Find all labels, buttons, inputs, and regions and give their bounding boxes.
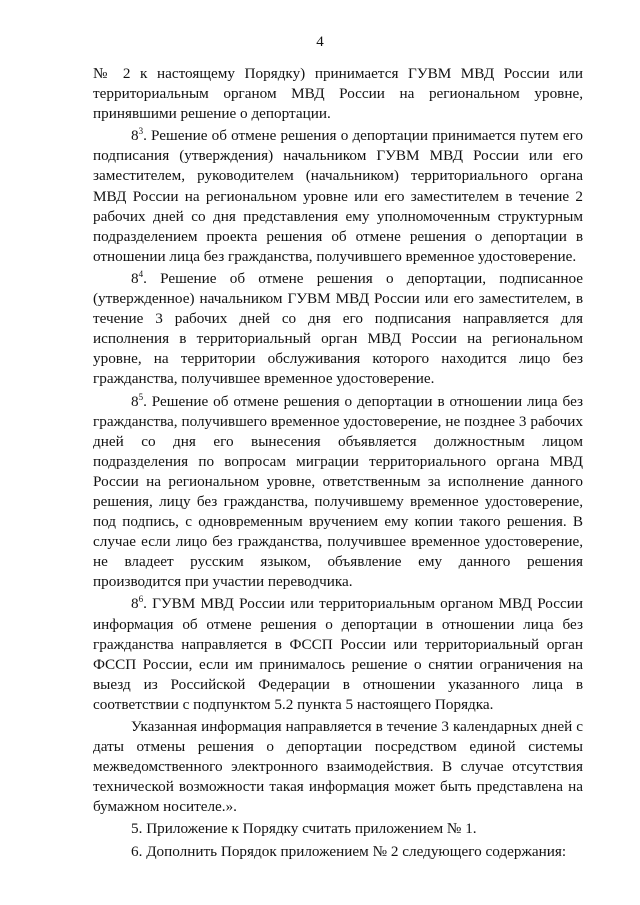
paragraph-text: . Решение об отмене решения о депортации принимается путем его подписания (утверждения) начальником ГУВМ МВД России или его заместителем, руководителем (начальником) территориального органа МВД России на региональном уровне или его заместителем в течение 2 рабочих дней со дня представления ему уполномоченным структурным подразделением проекта решения об отмене решения о депортации в отношении лица без гражданства, получившего временное удостоверение. [93,127,583,265]
paragraph-8-6 [93,594,583,715]
paragraph-text: 5. Приложение к Порядку считать приложением № 1. [131,820,477,838]
paragraph-continuation [93,64,583,124]
paragraph-number: 8 [131,392,139,410]
paragraph-text: . Решение об отмене решения о депортации в отношении лица без гражданства, получившего временное удостоверение, не позднее 3 рабочих дней со дня его вынесения объявляется должностным лицом подразделения по вопросам миграции территориального органа МВД России на региональном уровне, ответственным за исполнение данного решения, лицу без гражданства, получившему временное удостоверение, под подпись, с одновременным вручением ему копии такого решения. В случае если лицо без гражданства, получившее временное удостоверение, не владеет русским языком, объявление ему данного решения производится при участии переводчика. [93,392,583,591]
paragraph-text: № 2 к настоящему Порядку) принимается ГУВМ МВД России или территориальным органом МВД России на региональном уровне, принявшими решение о депортации. [93,65,583,123]
document-body [93,64,583,862]
paragraph-8-5 [93,392,583,593]
paragraph-8-3 [93,126,583,267]
paragraph-item-6 [93,842,583,862]
paragraph-superscript: 6 [138,594,144,605]
paragraph-item-5 [93,819,583,839]
paragraph-number: 8 [131,127,139,145]
paragraph-superscript: 4 [138,268,144,279]
paragraph-text: Указанная информация направляется в течение 3 календарных дней с даты отмены решения о депортации посредством единой системы межведомственного электронного взаимодействия. В случае отсутствия технической возможности такая информация может быть представлена на бумажном носителе.». [93,718,583,816]
paragraph-superscript: 3 [138,126,144,137]
paragraph-number: 8 [131,595,139,613]
paragraph-info-term [93,717,583,817]
paragraph-superscript: 5 [138,391,144,402]
paragraph-text: 6. Дополнить Порядок приложением № 2 следующего содержания: [131,842,567,860]
page-number: 4 [316,34,324,50]
paragraph-text: . ГУВМ МВД России или территориальным органом МВД России информация об отмене решения о депортации в отношении лица без гражданства направляется в ФССП России или территориальный орган ФССП России, если им принималось решение о снятии ограничения на выезд из Российской Федерации в отношении указанного лица в соответствии с подпунктом 5.2 пункта 5 настоящего Порядка. [93,595,583,713]
paragraph-number: 8 [131,269,139,287]
paragraph-text: . Решение об отмене решения о депортации, подписанное (утвержденное) начальником ГУВМ МВД России или его заместителем, в течение 3 рабочих дней со дня его подписания направляется для исполнения в территориальный орган МВД России на региональном уровне, на территории обслуживания которого находится лицо без гражданства, получившее временное удостоверение. [93,269,583,388]
paragraph-8-4 [93,269,583,390]
